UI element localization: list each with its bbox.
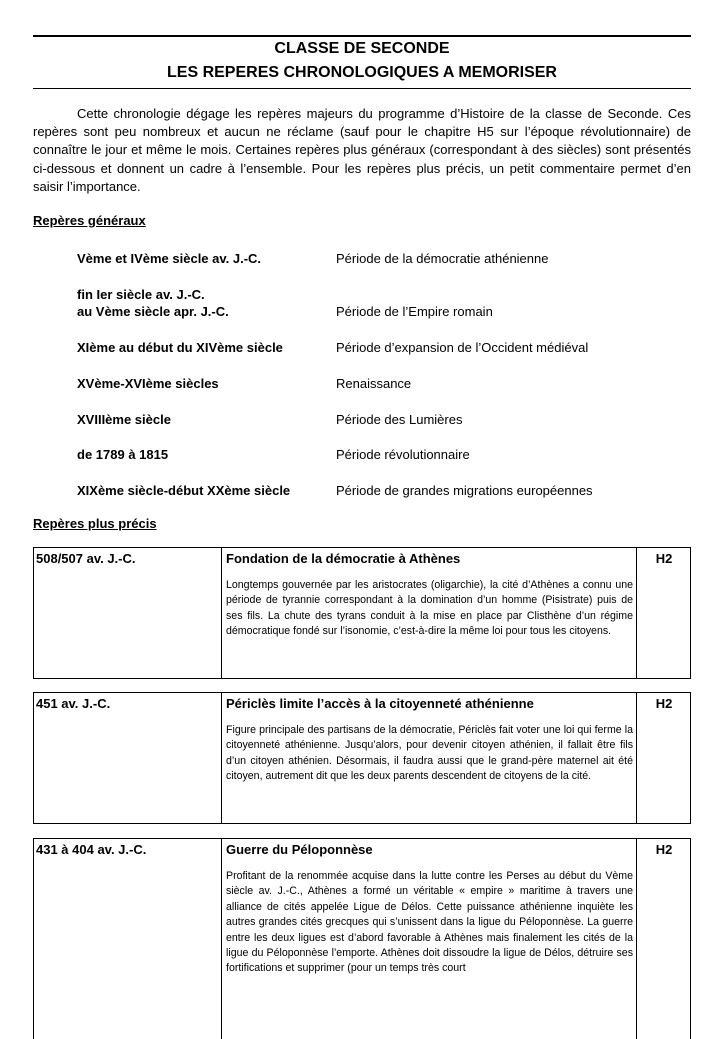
general-date: au Vème siècle apr. J.-C. [77, 304, 229, 319]
chapter-code: H2 [655, 696, 673, 711]
general-desc: Période de la démocratie athénienne [336, 251, 549, 266]
general-desc: Période révolutionnaire [336, 447, 470, 462]
event-body [223, 693, 637, 823]
general-date: XVème-XVIème siècles [77, 376, 219, 391]
document-title: CLASSE DE SECONDE [274, 40, 450, 57]
general-desc: Période de l’Empire romain [336, 304, 493, 319]
general-desc: Période de grandes migrations européennes [336, 483, 593, 498]
event-date: 508/507 av. J.-C. [34, 548, 222, 678]
general-date: XIème au début du XIVème siècle [77, 340, 283, 355]
chapter-code: H2 [655, 842, 673, 857]
intro-paragraph: Cette chronologie dégage les repères majeurs du programme d’Histoire de la classe de Seconde. Ces repères sont peu nombreux et aucun ne réclame (sauf pour le chapitre H5 sur l’époque révolutionnaire) de connaître le jour et même le mois. Certaines repères plus généraux (correspondant à des siècles) sont présentés ci-dessous et donnent un cadre à l’ensemble. Pour les repères plus précis, un petit commentaire permet d’en saisir l’importance. [33, 106, 691, 194]
general-date: de 1789 à 1815 [77, 447, 169, 462]
title-rule [33, 88, 691, 89]
event-body [223, 548, 637, 678]
general-desc: Période des Lumières [336, 412, 463, 427]
document-subtitle: LES REPERES CHRONOLOGIQUES A MEMORISER [167, 64, 557, 81]
event-title: Périclès limite l’accès à la citoyenneté athénienne [226, 696, 534, 711]
general-desc: Période d’expansion de l’Occident médiéval [336, 340, 589, 355]
chapter-code: H2 [655, 551, 673, 566]
event-text: Longtemps gouvernée par les aristocrates (oligarchie), la cité d’Athènes a connu une période de tyrannie correspondant à la domination d’un homme (Pisistrate) puis de ses fils. La chute des tyrans conduit à la mise en place par Clisthène d’un régime démocratique fondé sur l’isonomie, c’est-à-dire la même loi pour tous les citoyens. [226, 579, 633, 638]
event-card [33, 838, 691, 1039]
event-title: Guerre du Péloponnèse [226, 842, 373, 857]
event-card [33, 692, 691, 824]
event-body [223, 839, 637, 1039]
precise-heading: Repères plus précis [33, 516, 157, 531]
general-heading: Repères généraux [33, 213, 146, 228]
event-text: Figure principale des partisans de la démocratie, Périclès fait voter une loi qui ferme la citoyenneté athénienne. Jusqu’alors, pour devenir citoyen athénien, il fallait être fils d’un citoyen athénien. Désormais, il faudra aussi que le grand-père maternel ait été citoyen, autrement dit que les deux parents descendent de citoyens de la cité. [226, 724, 633, 783]
top-rule [33, 35, 691, 37]
event-title: Fondation de la démocratie à Athènes [226, 551, 461, 566]
event-date: 431 à 404 av. J.-C. [34, 839, 222, 1039]
general-date: Vème et IVème siècle av. J.-C. [77, 251, 262, 266]
event-card [33, 547, 691, 679]
event-text: Profitant de la renommée acquise dans la lutte contre les Perses au début du Vème siècle av. J.-C., Athènes a formé un véritable « empire » maritime à travers une alliance de cités appelée Ligue de Délos. Cette puissance athénienne inquiète les autres grandes cités grecques qui s’unissent dans la ligue du Péloponnèse. La guerre entre les deux ligues est d’abord favorable à Athènes mais finalement les cités de la ligue du Péloponnèse l’emporte. Athènes doit dissoudre la ligue de Délos, détruire ses fortifications et supprimer (pour un temps très court [226, 870, 633, 975]
general-date-line1: fin Ier siècle av. J.-C. [77, 287, 205, 302]
general-date: XIXème siècle-début XXème siècle [77, 483, 291, 498]
general-desc: Renaissance [336, 376, 412, 391]
event-date: 451 av. J.-C. [34, 693, 222, 823]
general-date: XVIIIème siècle [77, 412, 171, 427]
